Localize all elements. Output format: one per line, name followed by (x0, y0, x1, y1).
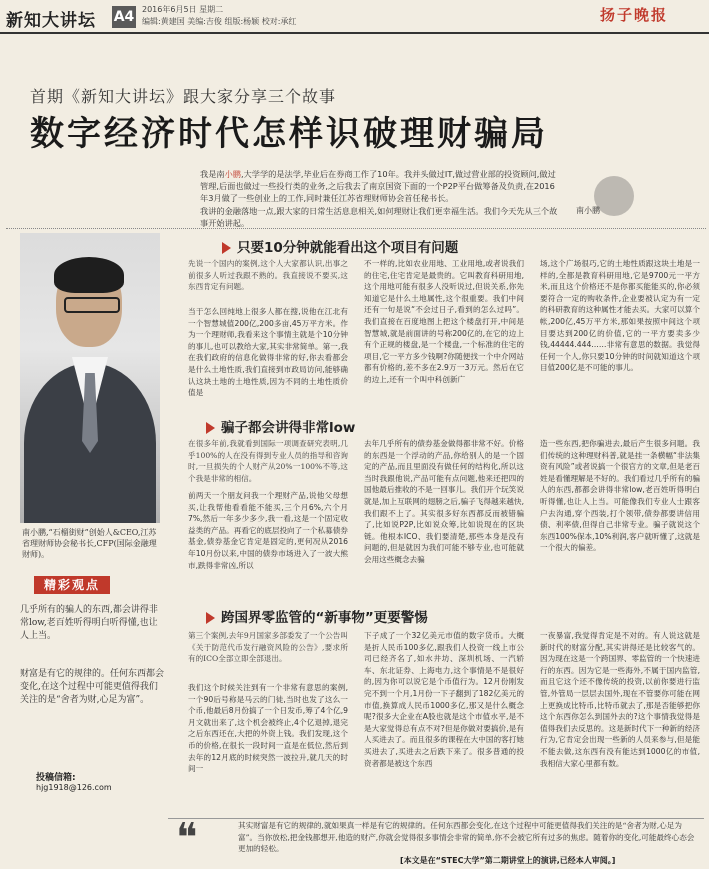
dotted-divider (6, 228, 706, 229)
section-1-lead: 先说一个国内的案例,这个人大家都认识,出事之前很多人听过我跟不熟的。我直接说不要买,这东西肯定有问题。 (188, 259, 348, 292)
arrow-icon (222, 242, 231, 254)
intro (200, 168, 560, 230)
speaker-photo (20, 233, 160, 523)
page-badge: A4 (112, 6, 136, 28)
closing-note: [本文是在“STEC大学”第二期讲堂上的演讲,已经本人审阅。] (400, 856, 616, 865)
intro-paragraph-1: 我是南小鹏,大学学的是法学,毕业后在券商工作了10年。我并头做过IT,做过营业部的投资顾问,做过管理,后面也做过一些投行类的业务,之后我去了南京国资下面的一个P2P平台做筹备及负责,在2016年3月做了一些创业上的工作,同时兼任江苏省理财师协会首任秘书长。 (200, 169, 556, 203)
intro-paragraph-2: 我讲的金融落地一点,跟大家的日常生活息息相关,如何理财让我们更幸福生活。我们今天先从三个故事开始讲起。 (200, 206, 558, 228)
arrow-icon (206, 612, 215, 624)
section-3-title: 跨国界零监管的“新事物”更要警惕 (206, 606, 428, 626)
quote-mark-icon: ❝ (176, 815, 198, 861)
issue-date: 2016年6月5日 星期二 (142, 5, 224, 14)
section-title: 新知大讲坛 (6, 11, 96, 31)
kicker: 首期《新知大讲坛》跟大家分享三个故事 (30, 87, 337, 106)
photo-caption: 南小鹏,“石榴街财”创始人&CEO,江苏省理财师协会秘书长,CFP(国际金融理财师)。 (22, 528, 157, 559)
headline: 数字经济时代怎样识破理财骗局 (30, 114, 548, 154)
section-3-col-2: 下子成了一个32亿美元市值的数字货币。大概是折人民币100多亿,跟我们人投资一线上市公司已经齐名了,如水井坊、深圳机场、一汽轿车、东北证券、上海电力,这个事情是不是很好的,因为你可以说它是个币值行为。12月份刚发完不到一个月,1月份一下子翻到了182亿美元的市值,换算成人民币1000多亿,那又是什么概念呢?很多大企业在A股也就是这个市值水平,是不是大家觉得总有点不对?但是你做对要搞价,是有人买进去了。而且很多的课程在大中国的客打她买进去了,买进去之后跌下来了。很多普通的投资者都是被这个东西 (364, 631, 524, 768)
newspaper-logo: 扬子晚报 (600, 6, 669, 24)
author-tag: 南小鹏 (576, 206, 600, 215)
closing-quote: 其实财富是有它的规律的,就如果真一样是有它的规律的。任何东西都会变化,在这个过程中可能更值得我们关注的是“舍者为财,心足为富”。当你放松,把金钱都想开,他造的财产,你就会觉得很多事情会非常的简单,你不会被它所有过多的焦虑。随着你的变化,可能最终心态会更加的轻松。 (238, 821, 695, 853)
section-2-lead: 在很多年前,我就看到国际一项调查研究表明,几乎100%的人在没有得到专业人员的指导和咨询时,一旦损失的个人财产从20%一100%不等,这个我是非常的相信。 (188, 439, 348, 483)
section-2-col-1: 前两天一个朋友问我一个理财产品,说他父母想买,让我帮他看看能不能买,三个月6%,六个月7%,然后一年多少多少,我一看,这是一个固定收益类的产品。再看它的底层投向了一个私募债券基金,债券基金它肯定是固定的,更何况从2016年10月份以来,中国的债券市场进入了一波大熊市,跌得非常凶,所以 (188, 491, 348, 570)
submission-email[interactable]: hjg1918@126.com (36, 783, 112, 792)
highlight-quote-1: 几乎所有的骗人的东西,都会讲得非常low,老百姓听得明白听得懂,也让人上当。 (20, 605, 158, 641)
highlight-quote-2: 财富是有它的规律的。任何东西都会变化,在这个过程中可能更值得我们关注的是“舍者为财,心足为富”。 (20, 669, 165, 705)
header-divider (0, 32, 709, 34)
section-1-col-2: 不一样的,比如农业用地、工业用地,或者说我们的住宅,住宅肯定是最贵的。它叫教育科研用地,这个用地可能有很多人没听说过,但说关系,你先知道它是什么土地属性,这个很重要。我们中间还有一句是说“不会过日子,看到的怎么过吗”。我们直接在百度地图上把这个楼盘打开,中间是智慧城,就是前面讲的号称200亿的,在它的边上有个正规的楼盘,是一个楼盘,一个标准的住宅的项目,它一平方多少钱啊?你随便找一个中介网站都有价格的,差不多在2.9万一3万元。然后在它的边上,还有一个叫中科创新广 (364, 259, 524, 384)
section-2-col-2: 去年几乎所有的债券基金做得都非常不好。价格的东西是一个浮动的产品,你给别人的是一个固定的产品,而且里面没有做任何的结构化,所以这当时我跟他说,产品可能有点问题,他来还把四的国他最后推收的不是一回事儿。我们开个玩笑说就是,加上互联网的翅膀之后,骗子飞得越来越快,我们跟不上了。其实很多好东西都反而被错骗了,比如说P2P,比如说众筹,比如说现在的区块链。他根本ICO、我们要清楚,那些本身是没有问题的,但是就因为我们可能不够专业,也可能就会用这些概念去骗 (364, 439, 524, 564)
section-1-title: 只要10分钟就能看出这个项目有问题 (222, 236, 458, 256)
section-1-col-1: 当于怎么回纯地上很多人都在搜,说他在江北有一个智慧城值200亿,200多亩,45万平方米。作为一个理财师,我看来这个事情主就是个10分钟的事儿,也可以教给大家,其实非常简单。第一,我在我们政府的信息化做得非常的好,你去看都会是什么土地性质,我们直接到市政局访问,能够确认这块土地的土地性质,因为不同的土地性质价值是 (188, 307, 348, 398)
author-avatar (594, 176, 634, 216)
section-3-col-1: 我们这个时候关注到有一个非常有意思的案例,一个90后号称是马云的门徒,当时也发了这么一个币,他最后8月份搞了一个日发币,筹了4个亿,9月文就出来了,这个机会被终止,4个亿退掉,退完之后东西还在,大把的外资上钱。我们发现,这个币的价格,在很长一段时间一直是在低位,然后到去年的12月底的时候突然一波拉升,就几天的时间一 (188, 683, 348, 774)
section-2-col-3: 造一些东西,把你骗进去,最后产生很多问题。我们传统的这种理财科普,就是挂一条横幅“非法集资有风险”或者说搞一个很官方的文章,但是老百姓是看懂理解是不好的。我们看过几乎所有的骗人的东西,都都会讲得非常low,老百姓听得明白听得懂,也让人上当。可能像我们专业人士跟客户去沟通,穿个西装,打个领带,债券都要讲信用债、利率债,但得自己非常专业。骗子就说这个东西100%保本,10%利润,客户就听懂了,这就是一个很大的偏差。 (540, 439, 700, 553)
editor-credits: 编辑:黄建国 美编:吉俊 组版:杨颖 校对:承红 (142, 17, 297, 26)
section-3-lead: 第三个案例,去年9月国家多部委发了一个公告叫《关于防范代币发行融资风险的公告》,要求所有的ICO全部立即全部退出。 (188, 631, 348, 664)
section-3-col-3: 一夜暴富,我觉得肯定是不对的。有人说这就是新时代的财富分配,其实讲得还是比较客气的。因为现在这是一个跨国界、零监管的一个快速进行的东西。因为它是一些海外,不属于国内监管,而且它这个还不像传统的投资,以前你要进行监管,外管局一层层去国外,现在不管要你可能在网上更换成比特币,比特币就去了,那是否能够把你这个东西你怎么到国外去的?这个事情我觉得是值得我们去反思的。这是新时代下一种新的经济行为,它肯定会出现一些新的人员来参与,但是能不能去做,这东西有没有能达到1000亿的市值,我相信大家心里都有数。 (540, 631, 700, 768)
highlights-badge: 精彩观点 (34, 576, 110, 594)
section-2-title: 骗子都会讲得非常low (206, 416, 355, 436)
section-1-col-3: 场,这个广场很巧,它的土地性质跟这块土地是一样的,全都是教育科研用地,它是9700元一平方米,而且这个价格还不是你都买能能买的,你必须要符合一定的购收条件,企业要被认定为有一定的科研教育的这种属性才能去买。大家可以算个帐,200亿,45万平方米,那如果按照中间这个项目要达到200亿的价值,它的一平方要卖多少钱,44444.444……非常有意思的数据。我觉得任何一个人,你只要10分钟的时间就知道这个项目值200亿是不可能的事儿。 (540, 259, 700, 373)
submission-label: 投稿信箱: (36, 773, 76, 783)
arrow-icon (206, 422, 215, 434)
